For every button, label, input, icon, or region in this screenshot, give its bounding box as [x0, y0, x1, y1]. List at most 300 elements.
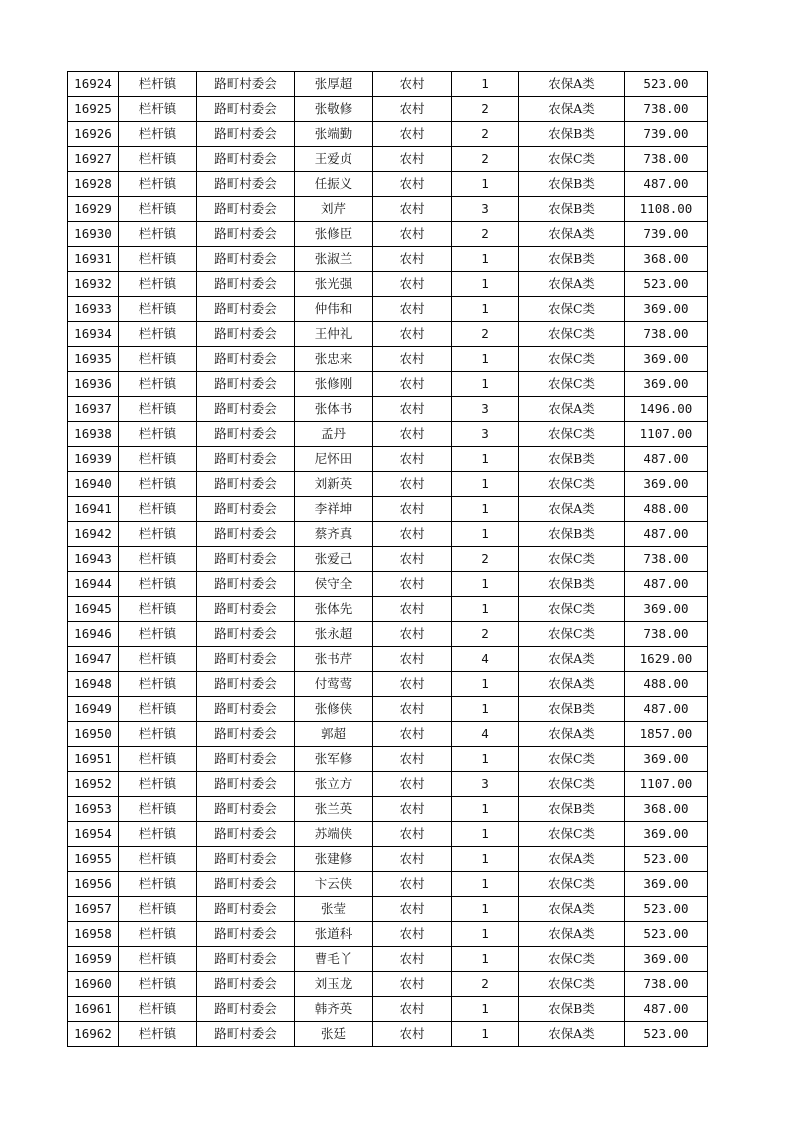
insurance-category-cell: 农保A类 [519, 272, 625, 297]
household-size-cell: 3 [452, 422, 519, 447]
amount-cell: 738.00 [625, 322, 708, 347]
name-cell: 李祥坤 [295, 497, 373, 522]
name-cell: 张兰英 [295, 797, 373, 822]
amount-cell: 1496.00 [625, 397, 708, 422]
record-number-cell: 16955 [68, 847, 119, 872]
amount-cell: 523.00 [625, 72, 708, 97]
name-cell: 王爱贞 [295, 147, 373, 172]
town-cell: 栏杆镇 [119, 472, 197, 497]
table-row [68, 872, 708, 897]
insurance-category-cell: 农保C类 [519, 822, 625, 847]
town-cell: 栏杆镇 [119, 922, 197, 947]
record-number-cell: 16937 [68, 397, 119, 422]
village-committee-cell: 路町村委会 [197, 972, 295, 997]
name-cell: 张修侠 [295, 697, 373, 722]
table-row [68, 747, 708, 772]
record-number-cell: 16943 [68, 547, 119, 572]
table-row [68, 222, 708, 247]
village-committee-cell: 路町村委会 [197, 522, 295, 547]
amount-cell: 369.00 [625, 372, 708, 397]
record-number-cell: 16944 [68, 572, 119, 597]
name-cell: 张道科 [295, 922, 373, 947]
name-cell: 张淑兰 [295, 247, 373, 272]
record-number-cell: 16951 [68, 747, 119, 772]
table-row [68, 597, 708, 622]
household-size-cell: 1 [452, 347, 519, 372]
village-committee-cell: 路町村委会 [197, 422, 295, 447]
insurance-category-cell: 农保B类 [519, 572, 625, 597]
table-row [68, 997, 708, 1022]
household-size-cell: 1 [452, 822, 519, 847]
village-committee-cell: 路町村委会 [197, 672, 295, 697]
village-committee-cell: 路町村委会 [197, 322, 295, 347]
village-committee-cell: 路町村委会 [197, 247, 295, 272]
town-cell: 栏杆镇 [119, 497, 197, 522]
household-size-cell: 2 [452, 97, 519, 122]
name-cell: 张修臣 [295, 222, 373, 247]
table-row [68, 147, 708, 172]
household-size-cell: 3 [452, 197, 519, 222]
table-row [68, 972, 708, 997]
insurance-category-cell: 农保A类 [519, 97, 625, 122]
table-row [68, 172, 708, 197]
table-row [68, 897, 708, 922]
household-size-cell: 4 [452, 722, 519, 747]
area-type-cell: 农村 [373, 847, 452, 872]
village-committee-cell: 路町村委会 [197, 472, 295, 497]
village-committee-cell: 路町村委会 [197, 872, 295, 897]
area-type-cell: 农村 [373, 272, 452, 297]
insurance-category-cell: 农保A类 [519, 1022, 625, 1047]
household-size-cell: 1 [452, 747, 519, 772]
record-number-cell: 16933 [68, 297, 119, 322]
table-row [68, 522, 708, 547]
household-size-cell: 1 [452, 897, 519, 922]
area-type-cell: 农村 [373, 722, 452, 747]
area-type-cell: 农村 [373, 522, 452, 547]
table-row [68, 472, 708, 497]
name-cell: 任振义 [295, 172, 373, 197]
record-number-cell: 16935 [68, 347, 119, 372]
area-type-cell: 农村 [373, 797, 452, 822]
table-row [68, 97, 708, 122]
insurance-category-cell: 农保C类 [519, 372, 625, 397]
household-size-cell: 2 [452, 122, 519, 147]
area-type-cell: 农村 [373, 247, 452, 272]
town-cell: 栏杆镇 [119, 772, 197, 797]
amount-cell: 1857.00 [625, 722, 708, 747]
area-type-cell: 农村 [373, 772, 452, 797]
area-type-cell: 农村 [373, 622, 452, 647]
record-number-cell: 16948 [68, 672, 119, 697]
village-committee-cell: 路町村委会 [197, 122, 295, 147]
insurance-category-cell: 农保C类 [519, 347, 625, 372]
town-cell: 栏杆镇 [119, 872, 197, 897]
town-cell: 栏杆镇 [119, 322, 197, 347]
village-committee-cell: 路町村委会 [197, 547, 295, 572]
record-number-cell: 16931 [68, 247, 119, 272]
insurance-category-cell: 农保B类 [519, 797, 625, 822]
record-number-cell: 16936 [68, 372, 119, 397]
amount-cell: 1107.00 [625, 772, 708, 797]
name-cell: 张厚超 [295, 72, 373, 97]
table-row [68, 772, 708, 797]
village-committee-cell: 路町村委会 [197, 697, 295, 722]
table-row [68, 422, 708, 447]
insurance-category-cell: 农保C类 [519, 772, 625, 797]
amount-cell: 523.00 [625, 1022, 708, 1047]
amount-cell: 738.00 [625, 622, 708, 647]
area-type-cell: 农村 [373, 947, 452, 972]
record-number-cell: 16932 [68, 272, 119, 297]
insurance-category-cell: 农保C类 [519, 747, 625, 772]
record-number-cell: 16924 [68, 72, 119, 97]
area-type-cell: 农村 [373, 97, 452, 122]
name-cell: 张忠来 [295, 347, 373, 372]
household-size-cell: 1 [452, 947, 519, 972]
record-number-cell: 16950 [68, 722, 119, 747]
town-cell: 栏杆镇 [119, 372, 197, 397]
table-row [68, 847, 708, 872]
amount-cell: 487.00 [625, 697, 708, 722]
table-row [68, 347, 708, 372]
town-cell: 栏杆镇 [119, 1022, 197, 1047]
amount-cell: 488.00 [625, 497, 708, 522]
town-cell: 栏杆镇 [119, 547, 197, 572]
household-size-cell: 1 [452, 297, 519, 322]
area-type-cell: 农村 [373, 547, 452, 572]
household-size-cell: 3 [452, 397, 519, 422]
insurance-category-cell: 农保A类 [519, 72, 625, 97]
table-row [68, 547, 708, 572]
village-committee-cell: 路町村委会 [197, 297, 295, 322]
town-cell: 栏杆镇 [119, 847, 197, 872]
area-type-cell: 农村 [373, 997, 452, 1022]
town-cell: 栏杆镇 [119, 347, 197, 372]
name-cell: 苏端侠 [295, 822, 373, 847]
record-number-cell: 16960 [68, 972, 119, 997]
household-size-cell: 1 [452, 997, 519, 1022]
name-cell: 张书芹 [295, 647, 373, 672]
amount-cell: 369.00 [625, 747, 708, 772]
table-row [68, 272, 708, 297]
amount-cell: 487.00 [625, 572, 708, 597]
village-committee-cell: 路町村委会 [197, 372, 295, 397]
name-cell: 刘芹 [295, 197, 373, 222]
amount-cell: 739.00 [625, 122, 708, 147]
area-type-cell: 农村 [373, 322, 452, 347]
amount-cell: 523.00 [625, 897, 708, 922]
town-cell: 栏杆镇 [119, 247, 197, 272]
name-cell: 付莺莺 [295, 672, 373, 697]
table-row [68, 697, 708, 722]
household-size-cell: 1 [452, 72, 519, 97]
table-row [68, 822, 708, 847]
table-row [68, 247, 708, 272]
record-number-cell: 16925 [68, 97, 119, 122]
amount-cell: 738.00 [625, 972, 708, 997]
town-cell: 栏杆镇 [119, 197, 197, 222]
amount-cell: 487.00 [625, 172, 708, 197]
name-cell: 孟丹 [295, 422, 373, 447]
insurance-category-cell: 农保A类 [519, 222, 625, 247]
record-number-cell: 16934 [68, 322, 119, 347]
insurance-category-cell: 农保A类 [519, 722, 625, 747]
household-size-cell: 1 [452, 672, 519, 697]
amount-cell: 369.00 [625, 297, 708, 322]
household-size-cell: 1 [452, 497, 519, 522]
household-size-cell: 1 [452, 847, 519, 872]
insurance-category-cell: 农保C类 [519, 972, 625, 997]
village-committee-cell: 路町村委会 [197, 822, 295, 847]
insurance-category-cell: 农保C类 [519, 472, 625, 497]
area-type-cell: 农村 [373, 647, 452, 672]
record-number-cell: 16946 [68, 622, 119, 647]
amount-cell: 369.00 [625, 347, 708, 372]
village-committee-cell: 路町村委会 [197, 72, 295, 97]
register-table [67, 71, 708, 1047]
household-size-cell: 1 [452, 872, 519, 897]
area-type-cell: 农村 [373, 372, 452, 397]
amount-cell: 369.00 [625, 597, 708, 622]
table-row [68, 672, 708, 697]
insurance-category-cell: 农保C类 [519, 547, 625, 572]
household-size-cell: 1 [452, 797, 519, 822]
village-committee-cell: 路町村委会 [197, 197, 295, 222]
town-cell: 栏杆镇 [119, 397, 197, 422]
name-cell: 张莹 [295, 897, 373, 922]
table-row [68, 322, 708, 347]
amount-cell: 369.00 [625, 872, 708, 897]
village-committee-cell: 路町村委会 [197, 647, 295, 672]
area-type-cell: 农村 [373, 472, 452, 497]
amount-cell: 523.00 [625, 922, 708, 947]
area-type-cell: 农村 [373, 297, 452, 322]
name-cell: 张敬修 [295, 97, 373, 122]
insurance-category-cell: 农保B类 [519, 122, 625, 147]
town-cell: 栏杆镇 [119, 722, 197, 747]
household-size-cell: 1 [452, 372, 519, 397]
insurance-category-cell: 农保C类 [519, 147, 625, 172]
name-cell: 张建修 [295, 847, 373, 872]
village-committee-cell: 路町村委会 [197, 397, 295, 422]
town-cell: 栏杆镇 [119, 947, 197, 972]
insurance-category-cell: 农保A类 [519, 897, 625, 922]
area-type-cell: 农村 [373, 347, 452, 372]
table-row [68, 922, 708, 947]
amount-cell: 1108.00 [625, 197, 708, 222]
town-cell: 栏杆镇 [119, 222, 197, 247]
amount-cell: 369.00 [625, 947, 708, 972]
town-cell: 栏杆镇 [119, 822, 197, 847]
town-cell: 栏杆镇 [119, 297, 197, 322]
village-committee-cell: 路町村委会 [197, 97, 295, 122]
village-committee-cell: 路町村委会 [197, 747, 295, 772]
village-committee-cell: 路町村委会 [197, 847, 295, 872]
record-number-cell: 16930 [68, 222, 119, 247]
area-type-cell: 农村 [373, 597, 452, 622]
table-row [68, 722, 708, 747]
insurance-category-cell: 农保C类 [519, 322, 625, 347]
area-type-cell: 农村 [373, 172, 452, 197]
name-cell: 张体书 [295, 397, 373, 422]
name-cell: 侯守全 [295, 572, 373, 597]
village-committee-cell: 路町村委会 [197, 272, 295, 297]
insurance-category-cell: 农保B类 [519, 197, 625, 222]
amount-cell: 487.00 [625, 447, 708, 472]
town-cell: 栏杆镇 [119, 597, 197, 622]
record-number-cell: 16939 [68, 447, 119, 472]
town-cell: 栏杆镇 [119, 72, 197, 97]
area-type-cell: 农村 [373, 747, 452, 772]
insurance-category-cell: 农保B类 [519, 247, 625, 272]
name-cell: 张端勤 [295, 122, 373, 147]
household-size-cell: 1 [452, 272, 519, 297]
area-type-cell: 农村 [373, 872, 452, 897]
name-cell: 曹毛丫 [295, 947, 373, 972]
village-committee-cell: 路町村委会 [197, 597, 295, 622]
town-cell: 栏杆镇 [119, 272, 197, 297]
record-number-cell: 16949 [68, 697, 119, 722]
area-type-cell: 农村 [373, 222, 452, 247]
name-cell: 尼怀田 [295, 447, 373, 472]
insurance-category-cell: 农保B类 [519, 522, 625, 547]
insurance-category-cell: 农保B类 [519, 447, 625, 472]
village-committee-cell: 路町村委会 [197, 922, 295, 947]
table-row [68, 797, 708, 822]
record-number-cell: 16954 [68, 822, 119, 847]
household-size-cell: 1 [452, 247, 519, 272]
record-number-cell: 16926 [68, 122, 119, 147]
household-size-cell: 2 [452, 622, 519, 647]
village-committee-cell: 路町村委会 [197, 447, 295, 472]
insurance-category-cell: 农保C类 [519, 872, 625, 897]
town-cell: 栏杆镇 [119, 522, 197, 547]
record-number-cell: 16945 [68, 597, 119, 622]
town-cell: 栏杆镇 [119, 122, 197, 147]
table-row [68, 947, 708, 972]
record-number-cell: 16928 [68, 172, 119, 197]
town-cell: 栏杆镇 [119, 797, 197, 822]
area-type-cell: 农村 [373, 897, 452, 922]
town-cell: 栏杆镇 [119, 972, 197, 997]
village-committee-cell: 路町村委会 [197, 797, 295, 822]
amount-cell: 523.00 [625, 272, 708, 297]
area-type-cell: 农村 [373, 822, 452, 847]
household-size-cell: 1 [452, 1022, 519, 1047]
name-cell: 张光强 [295, 272, 373, 297]
town-cell: 栏杆镇 [119, 997, 197, 1022]
table-row [68, 72, 708, 97]
record-number-cell: 16942 [68, 522, 119, 547]
record-number-cell: 16956 [68, 872, 119, 897]
village-committee-cell: 路町村委会 [197, 997, 295, 1022]
village-committee-cell: 路町村委会 [197, 622, 295, 647]
record-number-cell: 16947 [68, 647, 119, 672]
amount-cell: 488.00 [625, 672, 708, 697]
record-number-cell: 16957 [68, 897, 119, 922]
town-cell: 栏杆镇 [119, 697, 197, 722]
insurance-category-cell: 农保C类 [519, 297, 625, 322]
register-table-body [68, 72, 708, 1047]
table-row [68, 497, 708, 522]
area-type-cell: 农村 [373, 447, 452, 472]
household-size-cell: 1 [452, 447, 519, 472]
name-cell: 张廷 [295, 1022, 373, 1047]
record-number-cell: 16938 [68, 422, 119, 447]
household-size-cell: 4 [452, 647, 519, 672]
insurance-category-cell: 农保A类 [519, 672, 625, 697]
table-row [68, 1022, 708, 1047]
name-cell: 卞云侠 [295, 872, 373, 897]
village-committee-cell: 路町村委会 [197, 1022, 295, 1047]
area-type-cell: 农村 [373, 422, 452, 447]
record-number-cell: 16952 [68, 772, 119, 797]
insurance-category-cell: 农保A类 [519, 397, 625, 422]
area-type-cell: 农村 [373, 497, 452, 522]
area-type-cell: 农村 [373, 922, 452, 947]
area-type-cell: 农村 [373, 397, 452, 422]
insurance-category-cell: 农保C类 [519, 597, 625, 622]
amount-cell: 369.00 [625, 472, 708, 497]
area-type-cell: 农村 [373, 972, 452, 997]
record-number-cell: 16941 [68, 497, 119, 522]
area-type-cell: 农村 [373, 122, 452, 147]
amount-cell: 739.00 [625, 222, 708, 247]
household-size-cell: 2 [452, 222, 519, 247]
insurance-category-cell: 农保B类 [519, 172, 625, 197]
table-row [68, 572, 708, 597]
household-size-cell: 1 [452, 572, 519, 597]
name-cell: 张修刚 [295, 372, 373, 397]
insurance-category-cell: 农保B类 [519, 697, 625, 722]
name-cell: 韩齐英 [295, 997, 373, 1022]
town-cell: 栏杆镇 [119, 622, 197, 647]
town-cell: 栏杆镇 [119, 447, 197, 472]
town-cell: 栏杆镇 [119, 172, 197, 197]
name-cell: 蔡齐真 [295, 522, 373, 547]
record-number-cell: 16958 [68, 922, 119, 947]
household-size-cell: 2 [452, 972, 519, 997]
household-size-cell: 1 [452, 522, 519, 547]
household-size-cell: 1 [452, 172, 519, 197]
record-number-cell: 16927 [68, 147, 119, 172]
area-type-cell: 农村 [373, 572, 452, 597]
amount-cell: 738.00 [625, 547, 708, 572]
village-committee-cell: 路町村委会 [197, 147, 295, 172]
town-cell: 栏杆镇 [119, 747, 197, 772]
household-size-cell: 1 [452, 597, 519, 622]
name-cell: 王仲礼 [295, 322, 373, 347]
insurance-category-cell: 农保C类 [519, 947, 625, 972]
household-size-cell: 3 [452, 772, 519, 797]
area-type-cell: 农村 [373, 697, 452, 722]
village-committee-cell: 路町村委会 [197, 497, 295, 522]
town-cell: 栏杆镇 [119, 897, 197, 922]
table-row [68, 122, 708, 147]
area-type-cell: 农村 [373, 197, 452, 222]
table-row [68, 397, 708, 422]
amount-cell: 738.00 [625, 97, 708, 122]
table-row [68, 622, 708, 647]
amount-cell: 368.00 [625, 247, 708, 272]
insurance-category-cell: 农保C类 [519, 622, 625, 647]
amount-cell: 1629.00 [625, 647, 708, 672]
town-cell: 栏杆镇 [119, 97, 197, 122]
record-number-cell: 16962 [68, 1022, 119, 1047]
village-committee-cell: 路町村委会 [197, 222, 295, 247]
village-committee-cell: 路町村委会 [197, 772, 295, 797]
